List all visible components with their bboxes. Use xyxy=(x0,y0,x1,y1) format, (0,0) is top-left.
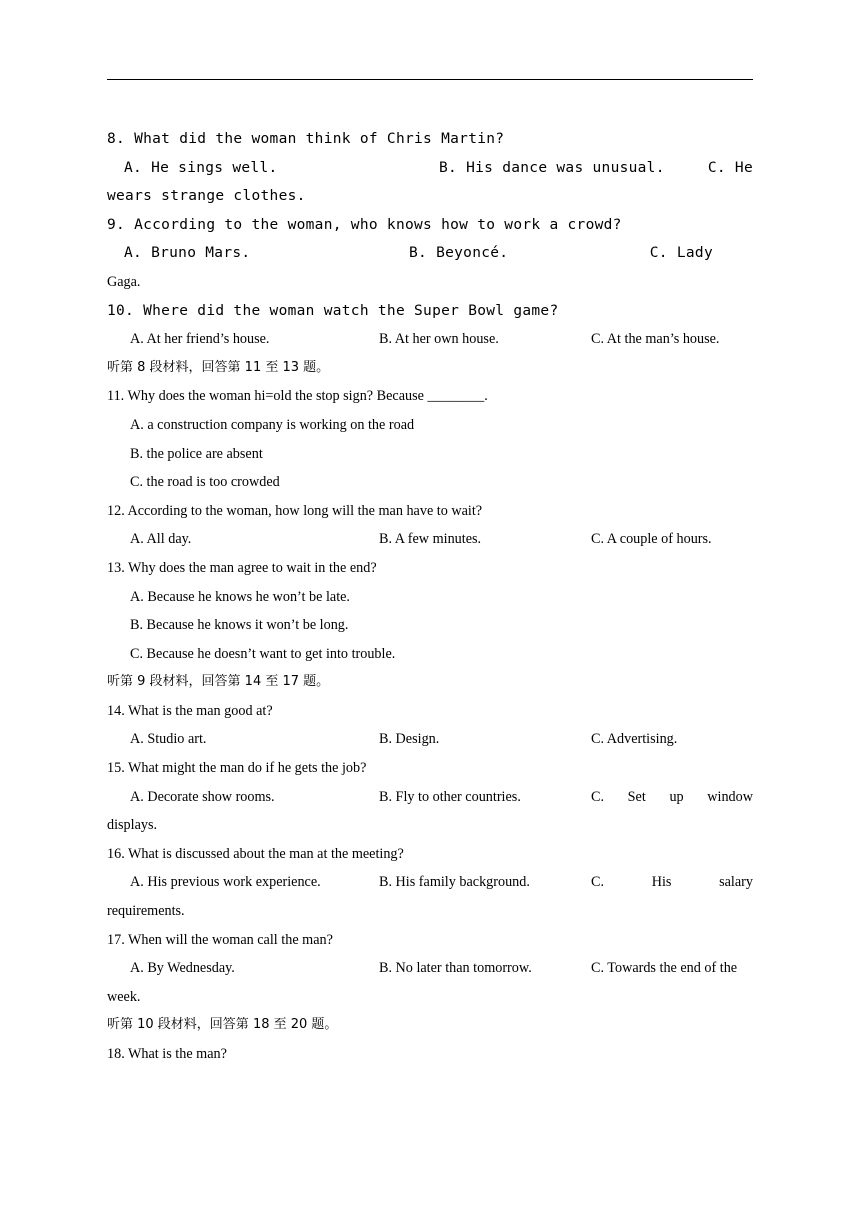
option-c: C. Because he doesn’t want to get into trouble. xyxy=(130,645,396,662)
option-b: B. His dance was unusual. xyxy=(439,159,665,176)
question-9-options xyxy=(107,239,753,268)
option-c-word: C. xyxy=(591,874,605,891)
question-17: 17. When will the woman call the man? xyxy=(107,931,333,948)
option-c-continued: displays. xyxy=(107,817,158,834)
option-a: A. He sings well. xyxy=(124,159,278,176)
option-b: B. His family background. xyxy=(379,874,530,891)
option-c: C. the road is too crowded xyxy=(130,474,280,491)
option-c-word: His xyxy=(651,874,672,891)
question-9: 9. According to the woman, who knows how to work a crowd? xyxy=(107,216,622,233)
section-10-instruction: 听第 10 段材料，回答第 18 至 20 题。 xyxy=(107,1017,338,1033)
option-c: C. Advertising. xyxy=(591,731,678,748)
question-sheet xyxy=(107,125,753,1069)
option-b: B. A few minutes. xyxy=(379,531,482,548)
question-17-options xyxy=(107,954,753,983)
option-a: A. All day. xyxy=(130,531,192,548)
option-b: B. Fly to other countries. xyxy=(379,788,521,805)
option-c: C. He xyxy=(707,159,753,176)
section-9-instruction: 听第 9 段材料，回答第 14 至 17 题。 xyxy=(107,674,330,690)
question-8-options xyxy=(107,154,753,183)
option-b: B. No later than tomorrow. xyxy=(379,960,532,977)
option-c-continued: Gaga. xyxy=(107,273,141,290)
option-a: A. Because he knows he won’t be late. xyxy=(130,588,350,605)
question-12-options xyxy=(107,525,753,554)
question-12: 12. According to the woman, how long will the man have to wait? xyxy=(107,502,483,519)
option-c-word: Set xyxy=(627,788,646,805)
option-c-continued: week. xyxy=(107,988,141,1005)
option-a: A. His previous work experience. xyxy=(130,874,321,891)
option-c xyxy=(591,783,753,812)
question-16-options xyxy=(107,868,753,897)
option-a: A. Decorate show rooms. xyxy=(130,788,275,805)
question-15-options xyxy=(107,783,753,812)
option-a: A. At her friend’s house. xyxy=(130,331,270,348)
option-c: C. Lady xyxy=(649,245,713,262)
section-8-instruction: 听第 8 段材料，回答第 11 至 13 题。 xyxy=(107,359,330,375)
option-c: C. A couple of hours. xyxy=(591,531,712,548)
option-b: B. Beyoncé. xyxy=(409,245,509,262)
option-a: A. By Wednesday. xyxy=(130,960,235,977)
question-10-options xyxy=(107,325,753,354)
question-13: 13. Why does the man agree to wait in the end? xyxy=(107,559,377,576)
option-b: B. the police are absent xyxy=(130,445,263,462)
option-c-word: C. xyxy=(591,788,605,805)
option-c: C. Towards the end of the xyxy=(591,960,738,977)
option-a: A. Studio art. xyxy=(130,731,207,748)
option-c: C. At the man’s house. xyxy=(591,331,720,348)
option-c-word: window xyxy=(707,788,753,805)
question-10: 10. Where did the woman watch the Super Bowl game? xyxy=(107,302,559,319)
option-c xyxy=(591,868,753,897)
option-b: B. Design. xyxy=(379,731,440,748)
question-11: 11. Why does the woman hi=old the stop sign? Because ________. xyxy=(107,388,488,405)
question-16: 16. What is discussed about the man at the meeting? xyxy=(107,845,404,862)
option-c-word: salary xyxy=(719,874,753,891)
option-c-continued: requirements. xyxy=(107,903,185,920)
header-rule xyxy=(107,79,753,80)
option-a: A. Bruno Mars. xyxy=(124,245,251,262)
option-c-word: up xyxy=(669,788,684,805)
question-8: 8. What did the woman think of Chris Martin? xyxy=(107,131,505,147)
question-14-options xyxy=(107,725,753,754)
question-18: 18. What is the man? xyxy=(107,1046,227,1062)
option-c-continued: wears strange clothes. xyxy=(107,188,306,205)
option-a: A. a construction company is working on the road xyxy=(130,416,415,433)
question-14: 14. What is the man good at? xyxy=(107,702,273,719)
option-b: B. Because he knows it won’t be long. xyxy=(130,617,349,634)
question-15: 15. What might the man do if he gets the job? xyxy=(107,760,367,777)
option-b: B. At her own house. xyxy=(379,331,499,348)
